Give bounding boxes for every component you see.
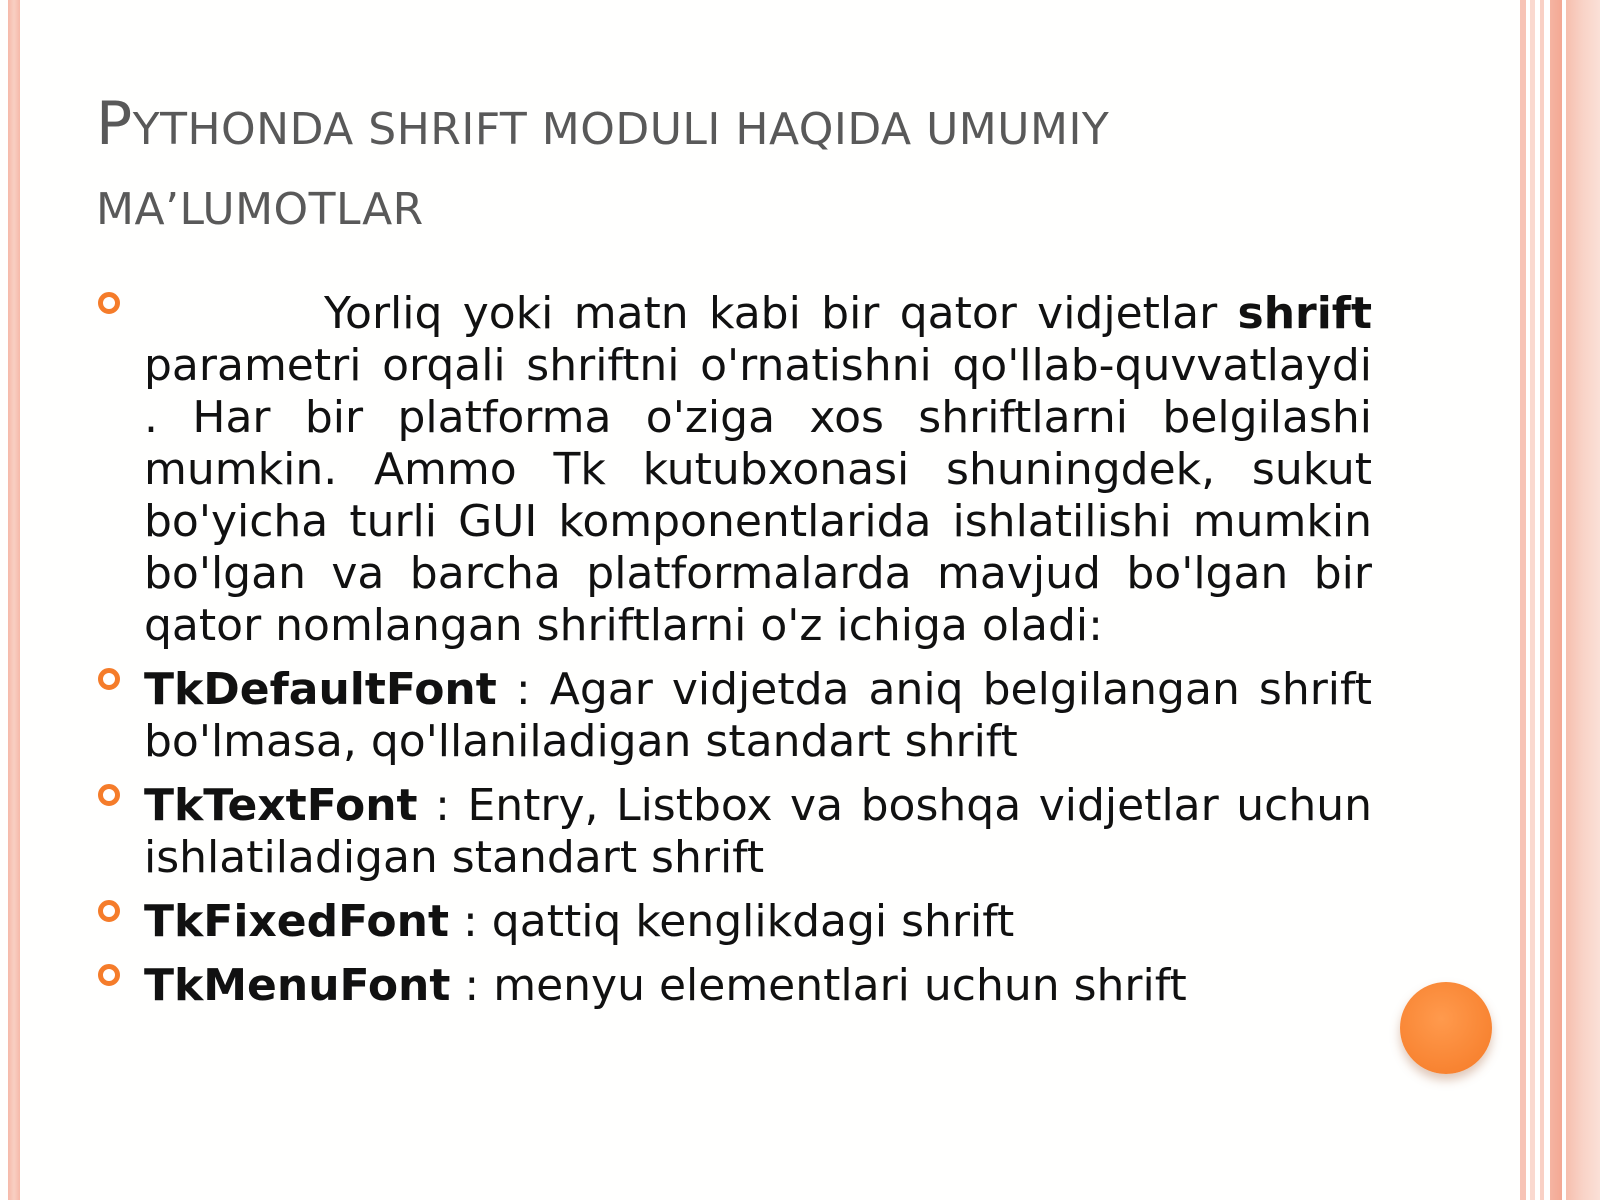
bullet-text	[144, 780, 1372, 884]
bullet-text-part: : qattiq kenglikdagi shrift	[449, 896, 1015, 947]
bullet-text	[144, 288, 1372, 652]
bullet-ring-icon	[98, 900, 120, 922]
bullet-item	[96, 288, 1372, 652]
stripe	[1530, 0, 1535, 1200]
slide-title	[96, 84, 1356, 250]
bullet-text	[144, 960, 1372, 1012]
bullet-item	[96, 780, 1372, 884]
next-slide-circle-button[interactable]	[1400, 982, 1492, 1074]
stripe	[1550, 0, 1562, 1200]
bullet-ring-icon	[98, 784, 120, 806]
bullet-keyword: shrift	[1237, 288, 1372, 339]
left-border-decoration	[8, 0, 20, 1200]
bullet-ring-icon	[98, 292, 120, 314]
bullet-item	[96, 896, 1372, 948]
bullet-text-part: : menyu elementlari uchun shrift	[450, 960, 1187, 1011]
stripe	[1566, 0, 1600, 1200]
bullet-text-part: : Entry, Listbox va boshqa vidjetlar uchun ishlatiladigan standart shrift	[144, 780, 1372, 883]
title-first-letter: P	[96, 89, 133, 159]
bullet-text	[144, 896, 1372, 948]
bullet-item	[96, 664, 1372, 768]
bullet-ring-icon	[98, 668, 120, 690]
bullet-item	[96, 960, 1372, 1012]
bullet-text-part: parametri orqali shriftni o'rnatishni qo'llab-quvvatlaydi . Har bir platforma o'ziga xos shriftlarni belgilashi mumkin. Ammo Tk kutubxonasi shuningdek, sukut bo'yicha turli GUI komponentlarida ishlatilishi mumkin bo'lgan va barcha platformalarda mavjud bo'lgan bir qator nomlangan shriftlarni o'z ichiga oladi:	[144, 340, 1372, 651]
bullet-text-part: Yorliq yoki matn kabi bir qator vidjetlar	[324, 288, 1238, 339]
title-line1: YTHONDA SHRIFT MODULI HAQIDA UMUMIY	[132, 104, 1110, 155]
bullet-keyword: TkFixedFont	[144, 896, 449, 947]
bullet-keyword: TkDefaultFont	[144, 664, 497, 715]
stripe	[1520, 0, 1526, 1200]
bullet-text-part: : Agar vidjetda aniq belgilangan shrift bo'lmasa, qo'llaniladigan standart shrift	[144, 664, 1372, 767]
bullet-keyword: TkTextFont	[144, 780, 418, 831]
title-line2: MA’LUMOTLAR	[96, 184, 424, 235]
bullet-text	[144, 664, 1372, 768]
bullet-ring-icon	[98, 964, 120, 986]
right-stripes-decoration	[1520, 0, 1600, 1200]
stripe	[1540, 0, 1544, 1200]
bullet-list	[96, 288, 1372, 1024]
bullet-keyword: TkMenuFont	[144, 960, 451, 1011]
